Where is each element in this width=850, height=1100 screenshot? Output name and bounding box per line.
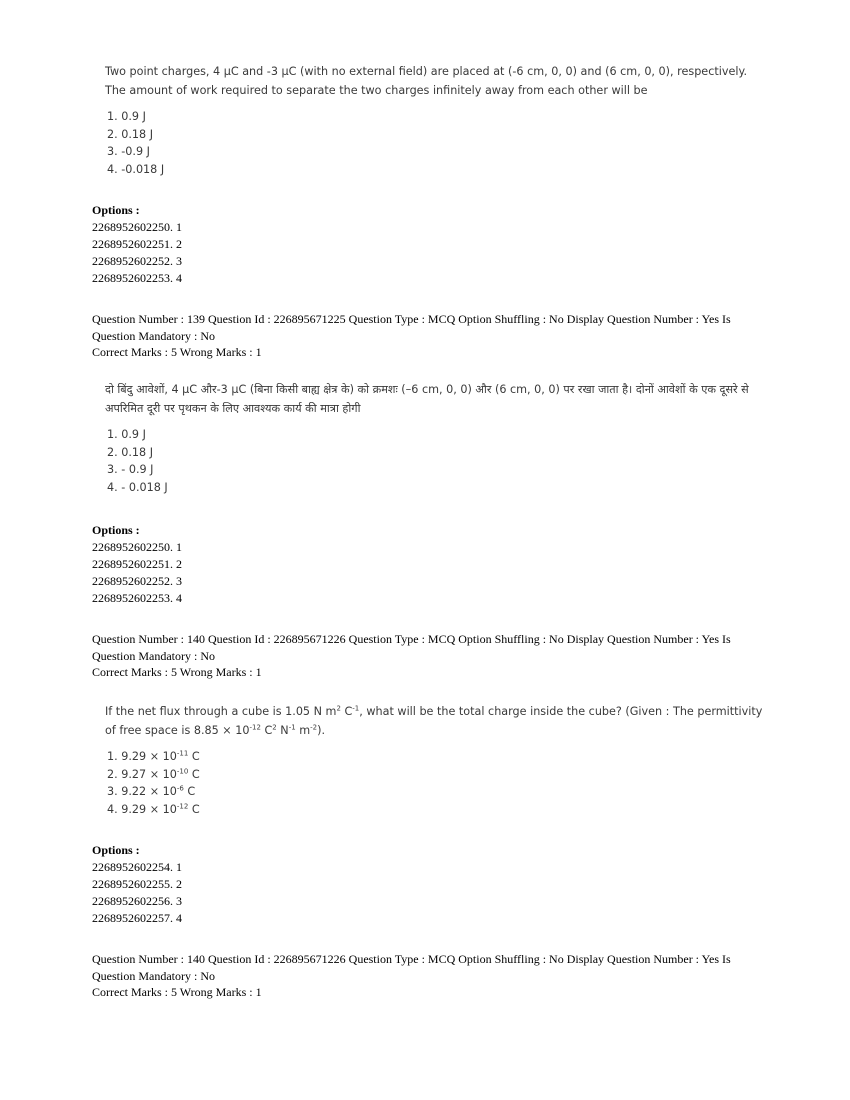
question-info: Question Number : 139 Question Id : 226895671225 Question Type : MCQ Option Shuffling : No Display Question Number : Yes Is Question Mandatory : No [92, 312, 731, 343]
choice: 2. 0.18 J [107, 127, 153, 141]
option-id: 2268952602256. 3 [92, 894, 182, 908]
question-body-2 [105, 380, 765, 496]
choice: 3. -0.9 J [107, 145, 150, 158]
choice: 2. 0.18 J [107, 445, 153, 459]
option-id: 2268952602252. 3 [92, 574, 182, 588]
question-meta-140-repeat [92, 951, 772, 1001]
question-meta-139 [92, 311, 772, 361]
marks-info: Correct Marks : 5 Wrong Marks : 1 [92, 665, 262, 679]
question-body-3 [105, 702, 765, 818]
choice: 3. $9.22 \times 10^{-6}$ C [107, 784, 196, 798]
choice: 2. $9.27 \times 10^{-10}$ C [107, 766, 200, 781]
options-label: Options : [92, 843, 140, 857]
question-meta-140 [92, 631, 772, 681]
option-id: 2268952602253. 4 [92, 271, 182, 285]
choice: 1. 0.9 J [107, 428, 146, 441]
option-id: 2268952602253. 4 [92, 591, 182, 605]
options-block-2 [92, 522, 772, 607]
option-id: 2268952602251. 2 [92, 557, 182, 571]
options-label: Options : [92, 523, 140, 537]
options-block-1 [92, 202, 772, 287]
choice: 3. - 0.9 J [107, 463, 154, 476]
choice: 4. -0.018 J [107, 162, 165, 176]
marks-info: Correct Marks : 5 Wrong Marks : 1 [92, 985, 262, 999]
question-body-1 [105, 62, 765, 178]
options-label: Options : [92, 203, 140, 217]
question-info: Question Number : 140 Question Id : 226895671226 Question Type : MCQ Option Shuffling : No Display Question Number : Yes Is Question Mandatory : No [92, 632, 731, 663]
choice: 4. - 0.018 J [107, 480, 168, 494]
question-text: If the net flux through a cube is 1.05 N $m^2$ $C^{-1}$, what will be the total charge inside the cube? (Given : The permittivity of free space is $8.85 \times 10^{-12}$ $C^2$ $N^{-1}$ $m^{-2}$). [105, 704, 763, 737]
marks-info: Correct Marks : 5 Wrong Marks : 1 [92, 345, 262, 359]
option-id: 2268952602254. 1 [92, 860, 182, 874]
option-id: 2268952602251. 2 [92, 237, 182, 251]
option-id: 2268952602252. 3 [92, 254, 182, 268]
option-id: 2268952602255. 2 [92, 877, 182, 891]
question-text: Two point charges, 4 μC and -3 μC (with no external field) are placed at (-6 cm, 0, 0) and (6 cm, 0, 0), respectively. The amount of work required to separate the two charges infinitely away from each other will be [105, 65, 748, 97]
question-text: दो बिंदु आवेशों, 4 μC और-3 μC (बिना किसी बाह्य क्षेत्र के) को क्रमशः (–6 cm, 0, 0) और (6 cm, 0, 0) पर रखा जाता है। दोनों आवेशों के एक दूसरे से अपरिमित दूरी पर पृथकन के लिए आवश्यक कार्य की मात्रा होगी [105, 383, 749, 415]
option-id: 2268952602257. 4 [92, 911, 182, 925]
choice: 1. $9.29 \times 10^{-11}$ C [107, 749, 200, 763]
choice: 1. 0.9 J [107, 110, 146, 123]
options-block-3 [92, 842, 772, 927]
question-info: Question Number : 140 Question Id : 226895671226 Question Type : MCQ Option Shuffling : No Display Question Number : Yes Is Question Mandatory : No [92, 952, 731, 983]
option-id: 2268952602250. 1 [92, 220, 182, 234]
option-id: 2268952602250. 1 [92, 540, 182, 554]
choice: 4. $9.29 \times 10^{-12}$ C [107, 801, 200, 816]
